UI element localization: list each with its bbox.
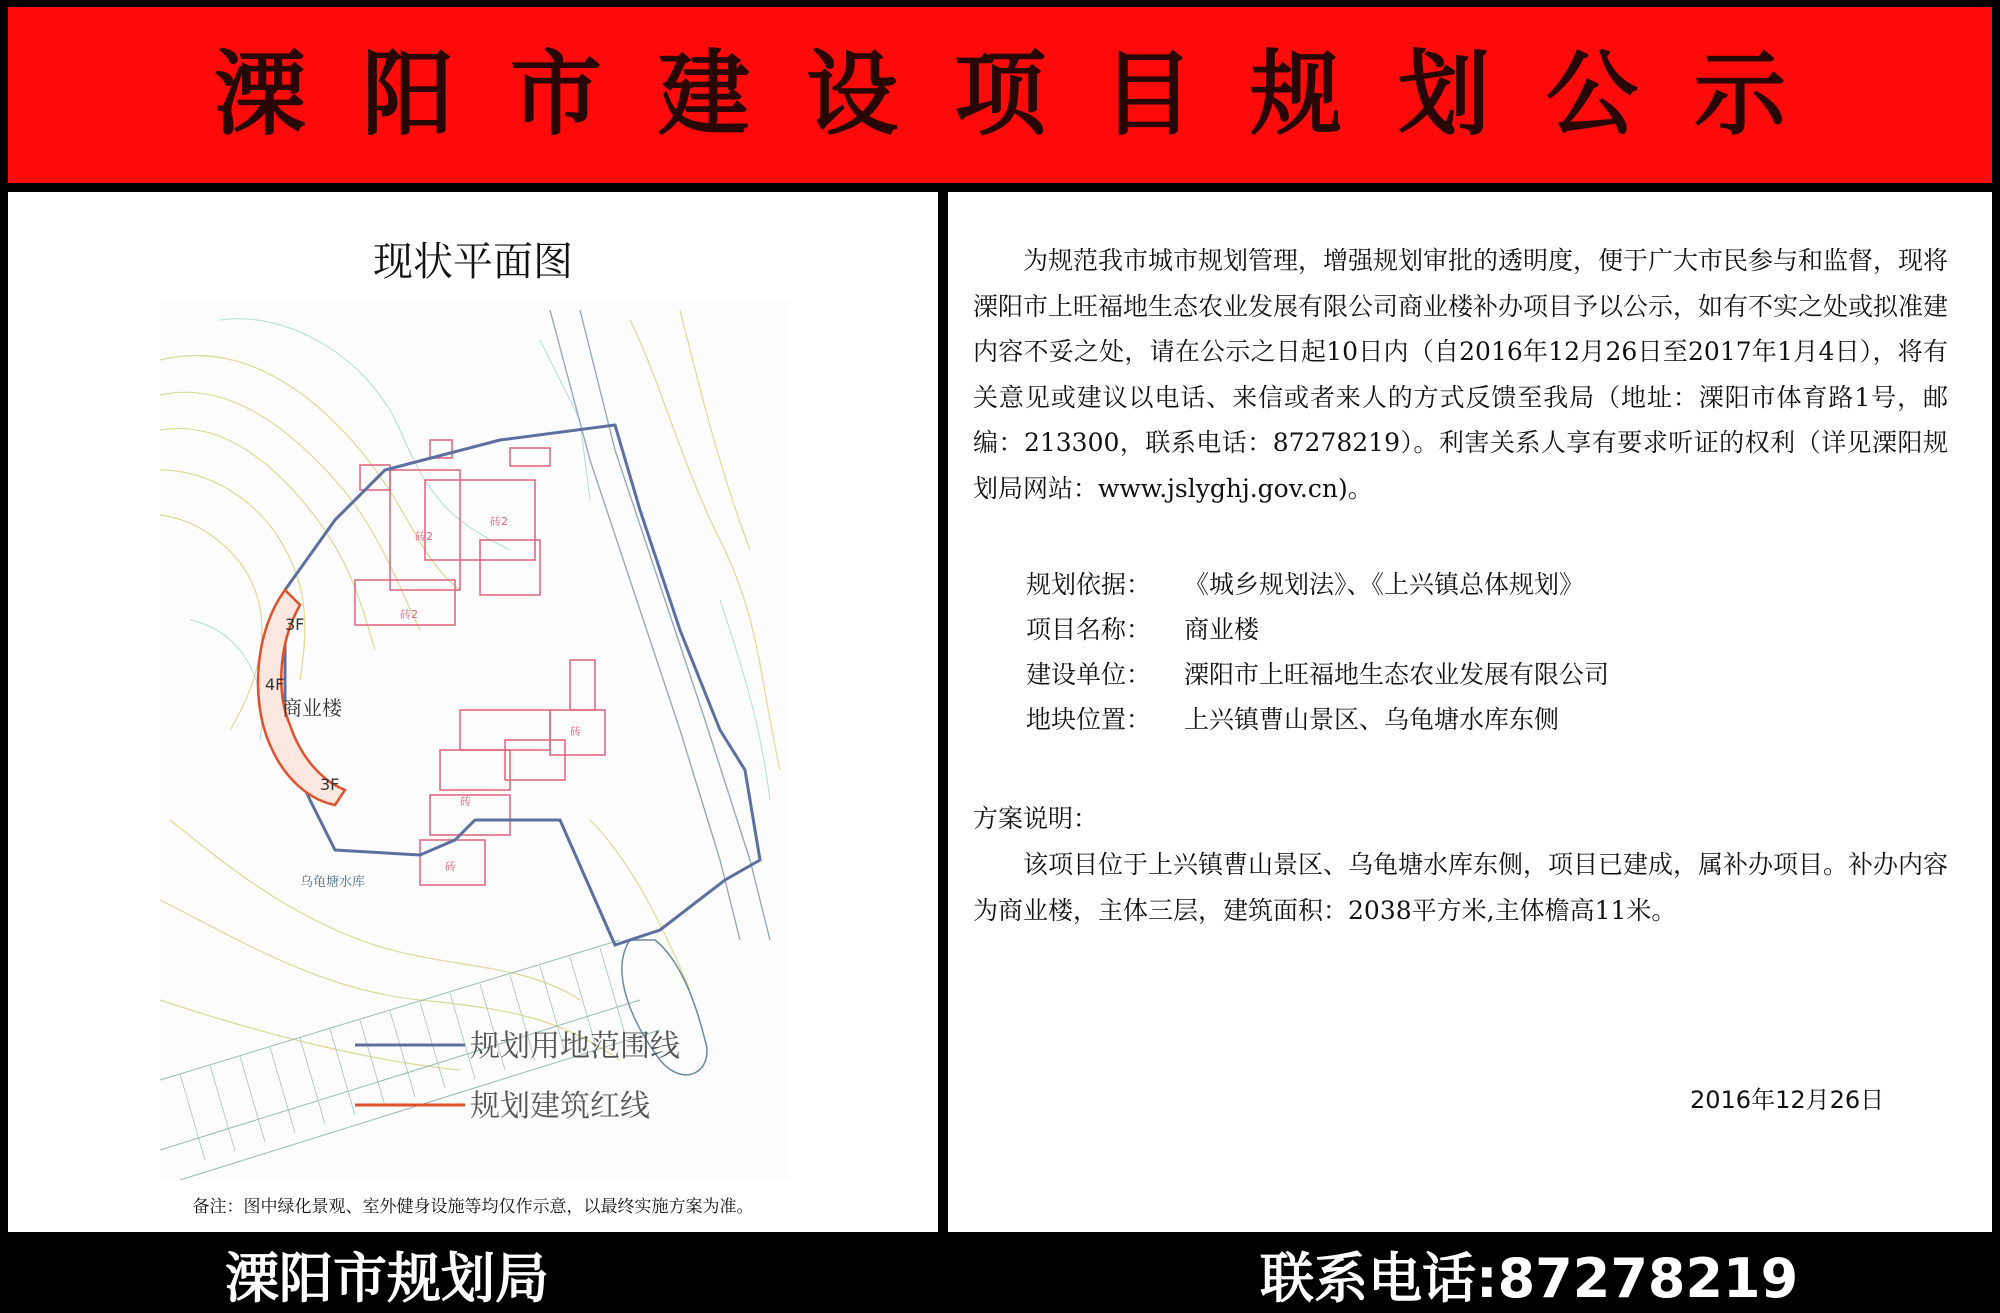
notice-date: 2016年12月26日 (1690, 1086, 1885, 1114)
header-banner (8, 7, 1992, 183)
map-note: 备注：图中绿化景观、室外健身设施等均仅作示意，以最终实施方案为准。 (192, 1197, 754, 1217)
notice-intro: 为规范我市城市规划管理，增强规划审批的透明度，便于广大市民参与和监督，现将溧阳市上旺福地生态农业发展有限公司商业楼补办项目予以公示，如有不实之处或拟准建内容不妥之处，请在公示之日起10日内（自2016年12月26日至2017年1月4日），将有关意见或建议以电话、来信或者来人的方式反馈至我局（地址：溧阳市体育路1号，邮编：213300，联系电话：87278219）。利害关系人享有要求听证的权利（详见溧阳规划局网站：www.jslyghj.gov.cn)。 (973, 246, 1949, 503)
svg-text:砖: 砖 (445, 860, 456, 873)
svg-text:砖2: 砖2 (400, 608, 418, 621)
notice-title: 溧阳市建设项目规划公示 (213, 41, 1842, 148)
header-bar (0, 0, 2000, 190)
info-row-builder (1026, 655, 1609, 695)
floor-label-3: 3F (320, 775, 340, 794)
info-key-builder: 建设单位： (1026, 660, 1152, 689)
svg-text:砖2: 砖2 (490, 515, 508, 528)
map-title: 现状平面图 (373, 239, 573, 285)
footer-agency: 溧阳市规划局 (225, 1247, 549, 1310)
info-key-location: 地块位置： (1026, 705, 1152, 734)
svg-text:砖: 砖 (460, 795, 471, 808)
info-row-project-name (1026, 610, 1259, 650)
info-key-basis: 规划依据： (1026, 570, 1152, 599)
svg-text:砖2: 砖2 (415, 530, 433, 543)
building-label: 商业楼 (282, 696, 342, 720)
floor-label-1: 3F (285, 615, 305, 634)
site-plan-panel (8, 192, 938, 1232)
legend-label-redline: 规划建筑红线 (470, 1089, 650, 1124)
info-value-builder: 溧阳市上旺福地生态农业发展有限公司 (1184, 660, 1610, 689)
reservoir-label: 乌龟塘水库 (300, 875, 366, 890)
svg-text:砖: 砖 (570, 725, 581, 738)
footer-phone: 联系电话:87278219 (1260, 1247, 1799, 1310)
notice-panel (948, 192, 1992, 1232)
info-value-project-name: 商业楼 (1184, 615, 1260, 644)
legend-label-boundary: 规划用地范围线 (470, 1029, 680, 1064)
info-value-basis: 《城乡规划法》、《上兴镇总体规划》 (1184, 570, 1585, 599)
floor-label-2: 4F (265, 675, 285, 694)
site-plan-drawing (160, 300, 790, 1180)
info-row-location (1026, 700, 1559, 740)
plan-description: 该项目位于上兴镇曹山景区、乌龟塘水库东侧，项目已建成，属补办项目。补办内容为商业楼，主体三层，建筑面积：2038平方米,主体檐高11米。 (973, 850, 1949, 925)
info-row-basis (1026, 565, 1584, 605)
site-plan-map (160, 300, 790, 1180)
info-key-project-name: 项目名称： (1026, 615, 1152, 644)
plan-heading: 方案说明： (973, 804, 1099, 833)
info-value-location: 上兴镇曹山景区、乌龟塘水库东侧 (1184, 705, 1560, 734)
